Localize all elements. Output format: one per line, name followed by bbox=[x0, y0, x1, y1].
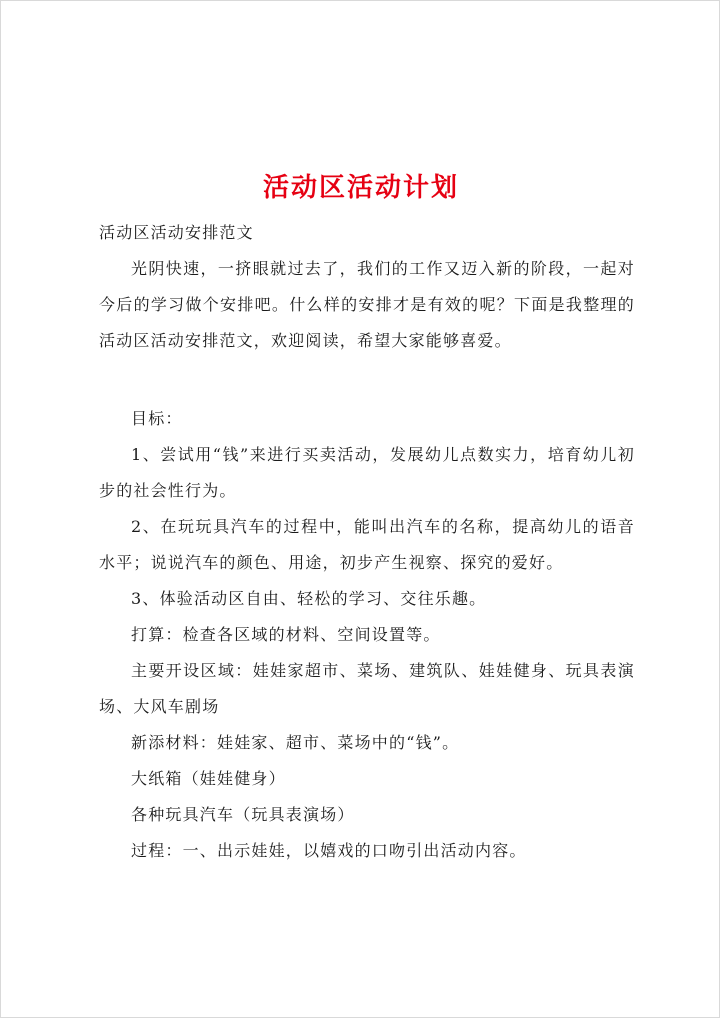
material-item-boxes: 大纸箱（娃娃健身） bbox=[131, 769, 286, 788]
document-title: 活动区活动计划 bbox=[262, 173, 459, 204]
areas-paragraph: 主要开设区域：娃娃家超市、菜场、建筑队、娃娃健身、玩具表演场、大风车剧场 bbox=[99, 661, 635, 716]
goal-item-1: 1、尝试用“钱”来进行买卖活动，发展幼儿点数实力，培育幼儿初步的社会性行为。 bbox=[99, 445, 635, 500]
process-paragraph: 过程：一、出示娃娃，以嬉戏的口吻引出活动内容。 bbox=[131, 841, 527, 860]
intro-paragraph: 光阴快速，一挤眼就过去了，我们的工作又迈入新的阶段，一起对今后的学习做个安排吧。什么样的安排才是有效的呢？下面是我整理的活动区活动安排范文，欢迎阅读，希望大家能够喜爱。 bbox=[99, 259, 635, 350]
new-materials-paragraph: 新添材料：娃娃家、超市、菜场中的“钱”。 bbox=[131, 733, 460, 752]
document-subtitle: 活动区活动安排范文 bbox=[99, 223, 254, 242]
goals-heading: 目标： bbox=[131, 409, 183, 428]
material-item-cars: 各种玩具汽车（玩具表演场） bbox=[131, 805, 355, 824]
blank-space bbox=[99, 359, 635, 397]
document-body bbox=[99, 215, 635, 869]
goal-item-2: 2、在玩玩具汽车的过程中，能叫出汽车的名称，提高幼儿的语音水平；说说汽车的颜色、用途，初步产生视察、探究的爱好。 bbox=[99, 517, 635, 572]
preparation-paragraph: 打算：检查各区域的材料、空间设置等。 bbox=[131, 625, 441, 644]
goal-item-3: 3、体验活动区自由、轻松的学习、交往乐趣。 bbox=[131, 589, 487, 608]
